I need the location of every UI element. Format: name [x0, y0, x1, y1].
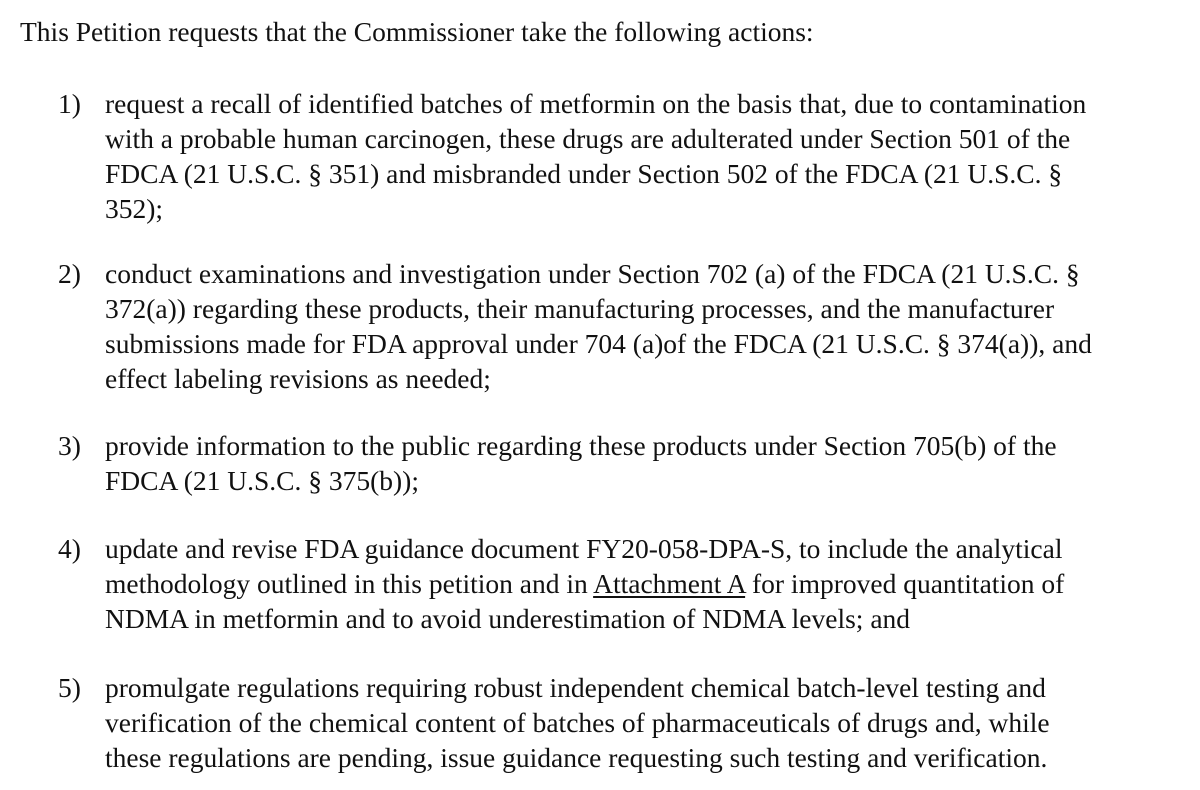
item-text-line: conduct examinations and investigation under Section 702 (a) of the FDCA (21 U.S.C. §	[105, 258, 1080, 289]
list-item	[58, 670, 1193, 775]
item-text-line: request a recall of identified batches of metformin on the basis that, due to contamination	[105, 88, 1087, 119]
item-text-line: effect labeling revisions as needed;	[105, 363, 491, 394]
item-text-line: FDCA (21 U.S.C. § 375(b));	[105, 465, 419, 496]
item-text-line: update and revise FDA guidance document FY20-058-DPA-S, to include the analytical	[105, 533, 1063, 564]
item-text-line: 352);	[105, 193, 164, 224]
item-text-line: submissions made for FDA approval under 704 (a)of the FDCA (21 U.S.C. § 374(a)), and	[105, 328, 1092, 359]
item-text-line-with-link	[58, 566, 1193, 601]
item-text-line: with a probable human carcinogen, these drugs are adulterated under Section 501 of the	[105, 123, 1071, 154]
list-item	[58, 531, 1193, 636]
item-number: 2)	[58, 258, 81, 289]
item-text-segment: methodology outlined in this petition and in	[105, 568, 588, 599]
list-item	[58, 428, 1193, 498]
item-text-line: verification of the chemical content of batches of pharmaceuticals of drugs and, while	[105, 707, 1050, 738]
item-text-line: promulgate regulations requiring robust independent chemical batch-level testing and	[105, 672, 1046, 703]
item-text-line: FDCA (21 U.S.C. § 351) and misbranded under Section 502 of the FDCA (21 U.S.C. §	[105, 158, 1063, 189]
item-text-line: NDMA in metformin and to avoid underestimation of NDMA levels; and	[105, 603, 911, 634]
item-text-line: 372(a)) regarding these products, their manufacturing processes, and the manufacturer	[105, 293, 1055, 324]
intro-paragraph: This Petition requests that the Commissioner take the following actions:	[20, 16, 814, 47]
list-item	[58, 86, 1193, 226]
item-text-line: provide information to the public regarding these products under Section 705(b) of the	[105, 430, 1057, 461]
item-number: 5)	[58, 672, 81, 703]
item-text-segment: for improved quantitation of	[751, 568, 1065, 599]
item-number: 1)	[58, 88, 81, 119]
item-text-line: these regulations are pending, issue guidance requesting such testing and verification.	[105, 742, 1048, 773]
item-number: 3)	[58, 430, 81, 461]
list-item	[58, 256, 1193, 396]
item-number: 4)	[58, 533, 81, 564]
attachment-a-link[interactable]: Attachment A	[593, 568, 746, 599]
